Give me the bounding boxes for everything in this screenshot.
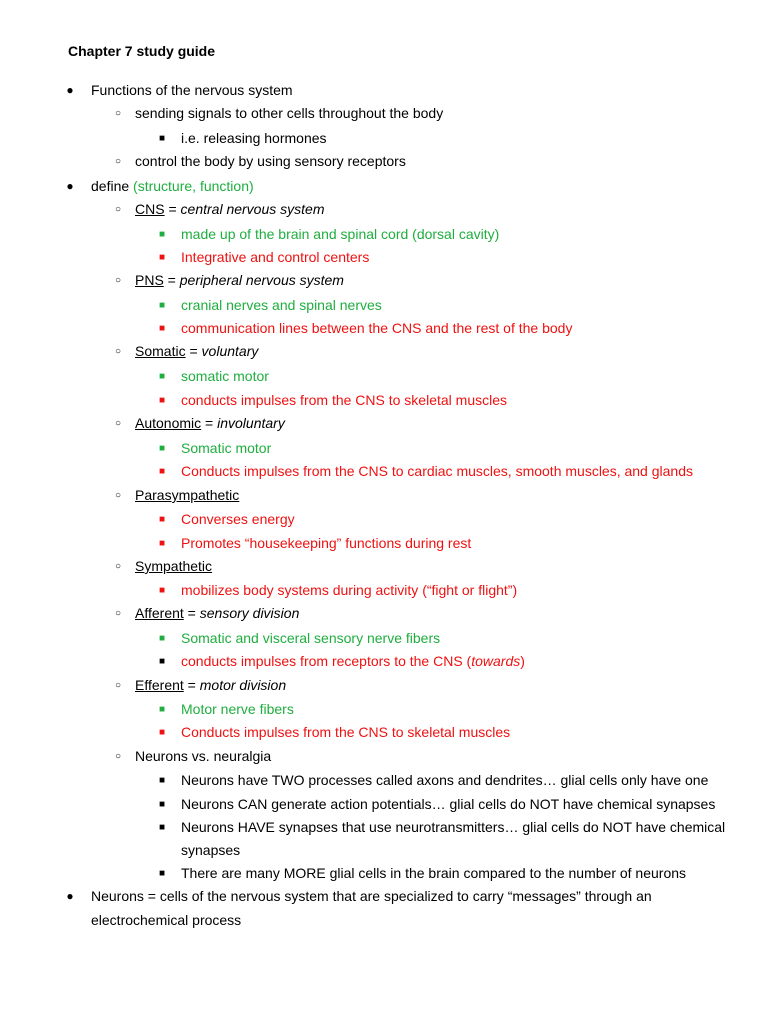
neurons-vs-item: Neurons CAN generate action potentials… glial cells do NOT have chemical synapses [181,796,716,812]
cns-structure: made up of the brain and spinal cord (dorsal cavity) [181,226,500,242]
somatic-equals: = [185,343,202,359]
bullet-square-red-icon: ■ [158,323,166,334]
cns-line [135,200,324,219]
define-note: (structure, function) [133,178,254,194]
bullet-square-red-icon: ■ [158,252,166,263]
bullet-dot-icon: ● [66,179,74,193]
cns-function: Integrative and control centers [181,249,370,265]
neurons-vs-item: Neurons HAVE synapses that use neurotransmitters… glial cells do NOT have chemical [181,819,726,835]
bullet-square-icon: ■ [158,656,166,667]
bullet-circle-icon: ○ [114,418,122,429]
somatic-term: Somatic [135,343,186,359]
autonomic-function: Conducts impulses from the CNS to cardiac muscles, smooth muscles, and glands [181,463,693,479]
functions-signals: sending signals to other cells throughout the body [135,105,444,121]
pns-meaning: peripheral nervous system [179,272,344,288]
pns-structure: cranial nerves and spinal nerves [181,297,382,313]
efferent-term: Efferent [135,677,184,693]
cns-term: CNS [135,201,165,217]
bullet-square-green-icon: ■ [158,229,166,240]
afferent-function-close: ) [520,653,525,669]
neurons-vs-item: There are many MORE glial cells in the brain compared to the number of neurons [181,865,687,881]
efferent-structure: Motor nerve fibers [181,701,294,717]
cns-equals: = [164,201,181,217]
bullet-circle-icon: ○ [114,680,122,691]
bullet-square-icon: ■ [158,868,166,879]
functions-heading: Functions of the nervous system [91,82,293,98]
neurons-vs-item: Neurons have TWO processes called axons and dendrites… glial cells only have one [181,772,709,788]
autonomic-line [135,414,285,433]
autonomic-equals: = [201,415,218,431]
bullet-square-icon: ■ [158,822,166,833]
bullet-circle-icon: ○ [114,608,122,619]
pns-equals: = [163,272,180,288]
efferent-equals: = [183,677,200,693]
bullet-circle-icon: ○ [114,156,122,167]
somatic-structure: somatic motor [181,368,269,384]
autonomic-term: Autonomic [135,415,202,431]
define-line [91,177,254,196]
afferent-function-emphasis: towards [471,653,521,669]
autonomic-structure: Somatic motor [181,440,272,456]
bullet-square-red-icon: ■ [158,514,166,525]
define-label: define [91,178,130,194]
parasympathetic-function-2: Promotes “housekeeping” functions during rest [181,535,472,551]
efferent-function: Conducts impulses from the CNS to skeletal muscles [181,724,511,740]
bullet-square-red-icon: ■ [158,538,166,549]
afferent-term: Afferent [135,605,184,621]
page-title: Chapter 7 study guide [68,43,216,59]
bullet-square-red-icon: ■ [158,727,166,738]
afferent-function-text: conducts impulses from receptors to the CNS ( [181,653,472,669]
sympathetic-line [135,557,212,576]
afferent-line [135,604,299,623]
bullet-circle-icon: ○ [114,490,122,501]
bullet-square-icon: ■ [158,133,166,144]
pns-line [135,271,344,290]
afferent-structure: Somatic and visceral sensory nerve fibers [181,630,441,646]
bullet-circle-icon: ○ [114,204,122,215]
bullet-square-green-icon: ■ [158,633,166,644]
efferent-line [135,676,286,695]
bullet-square-red-icon: ■ [158,466,166,477]
functions-control: control the body by using sensory receptors [135,153,406,169]
bullet-square-icon: ■ [158,775,166,786]
bullet-square-green-icon: ■ [158,704,166,715]
functions-hormones: i.e. releasing hormones [181,130,327,146]
parasympathetic-term: Parasympathetic [135,487,240,503]
bullet-circle-icon: ○ [114,751,122,762]
bullet-circle-icon: ○ [114,346,122,357]
afferent-function [181,652,525,671]
autonomic-meaning: involuntary [217,415,285,431]
afferent-meaning: sensory division [199,605,300,621]
neurons-definition: Neurons = cells of the nervous system that are specialized to carry “messages” through an [91,888,652,904]
bullet-dot-icon: ● [66,83,74,97]
bullet-square-icon: ■ [158,799,166,810]
neurons-vs-heading: Neurons vs. neuralgia [135,748,272,764]
cns-meaning: central nervous system [180,201,325,217]
neurons-vs-item-continued: synapses [181,842,241,858]
parasympathetic-line [135,486,239,505]
bullet-circle-icon: ○ [114,561,122,572]
somatic-function: conducts impulses from the CNS to skeletal muscles [181,392,508,408]
sympathetic-term: Sympathetic [135,558,213,574]
bullet-circle-icon: ○ [114,108,122,119]
pns-term: PNS [135,272,164,288]
bullet-square-green-icon: ■ [158,443,166,454]
parasympathetic-function-1: Converses energy [181,511,295,527]
bullet-square-red-icon: ■ [158,395,166,406]
somatic-meaning: voluntary [201,343,259,359]
bullet-square-green-icon: ■ [158,300,166,311]
afferent-equals: = [183,605,200,621]
neurons-definition-continued: electrochemical process [91,912,242,928]
bullet-circle-icon: ○ [114,275,122,286]
sympathetic-function: mobilizes body systems during activity (“fight or flight”) [181,582,518,598]
bullet-dot-icon: ● [66,889,74,903]
efferent-meaning: motor division [199,677,287,693]
pns-function: communication lines between the CNS and the rest of the body [181,320,573,336]
bullet-square-red-icon: ■ [158,585,166,596]
bullet-square-green-icon: ■ [158,371,166,382]
somatic-line [135,342,258,361]
